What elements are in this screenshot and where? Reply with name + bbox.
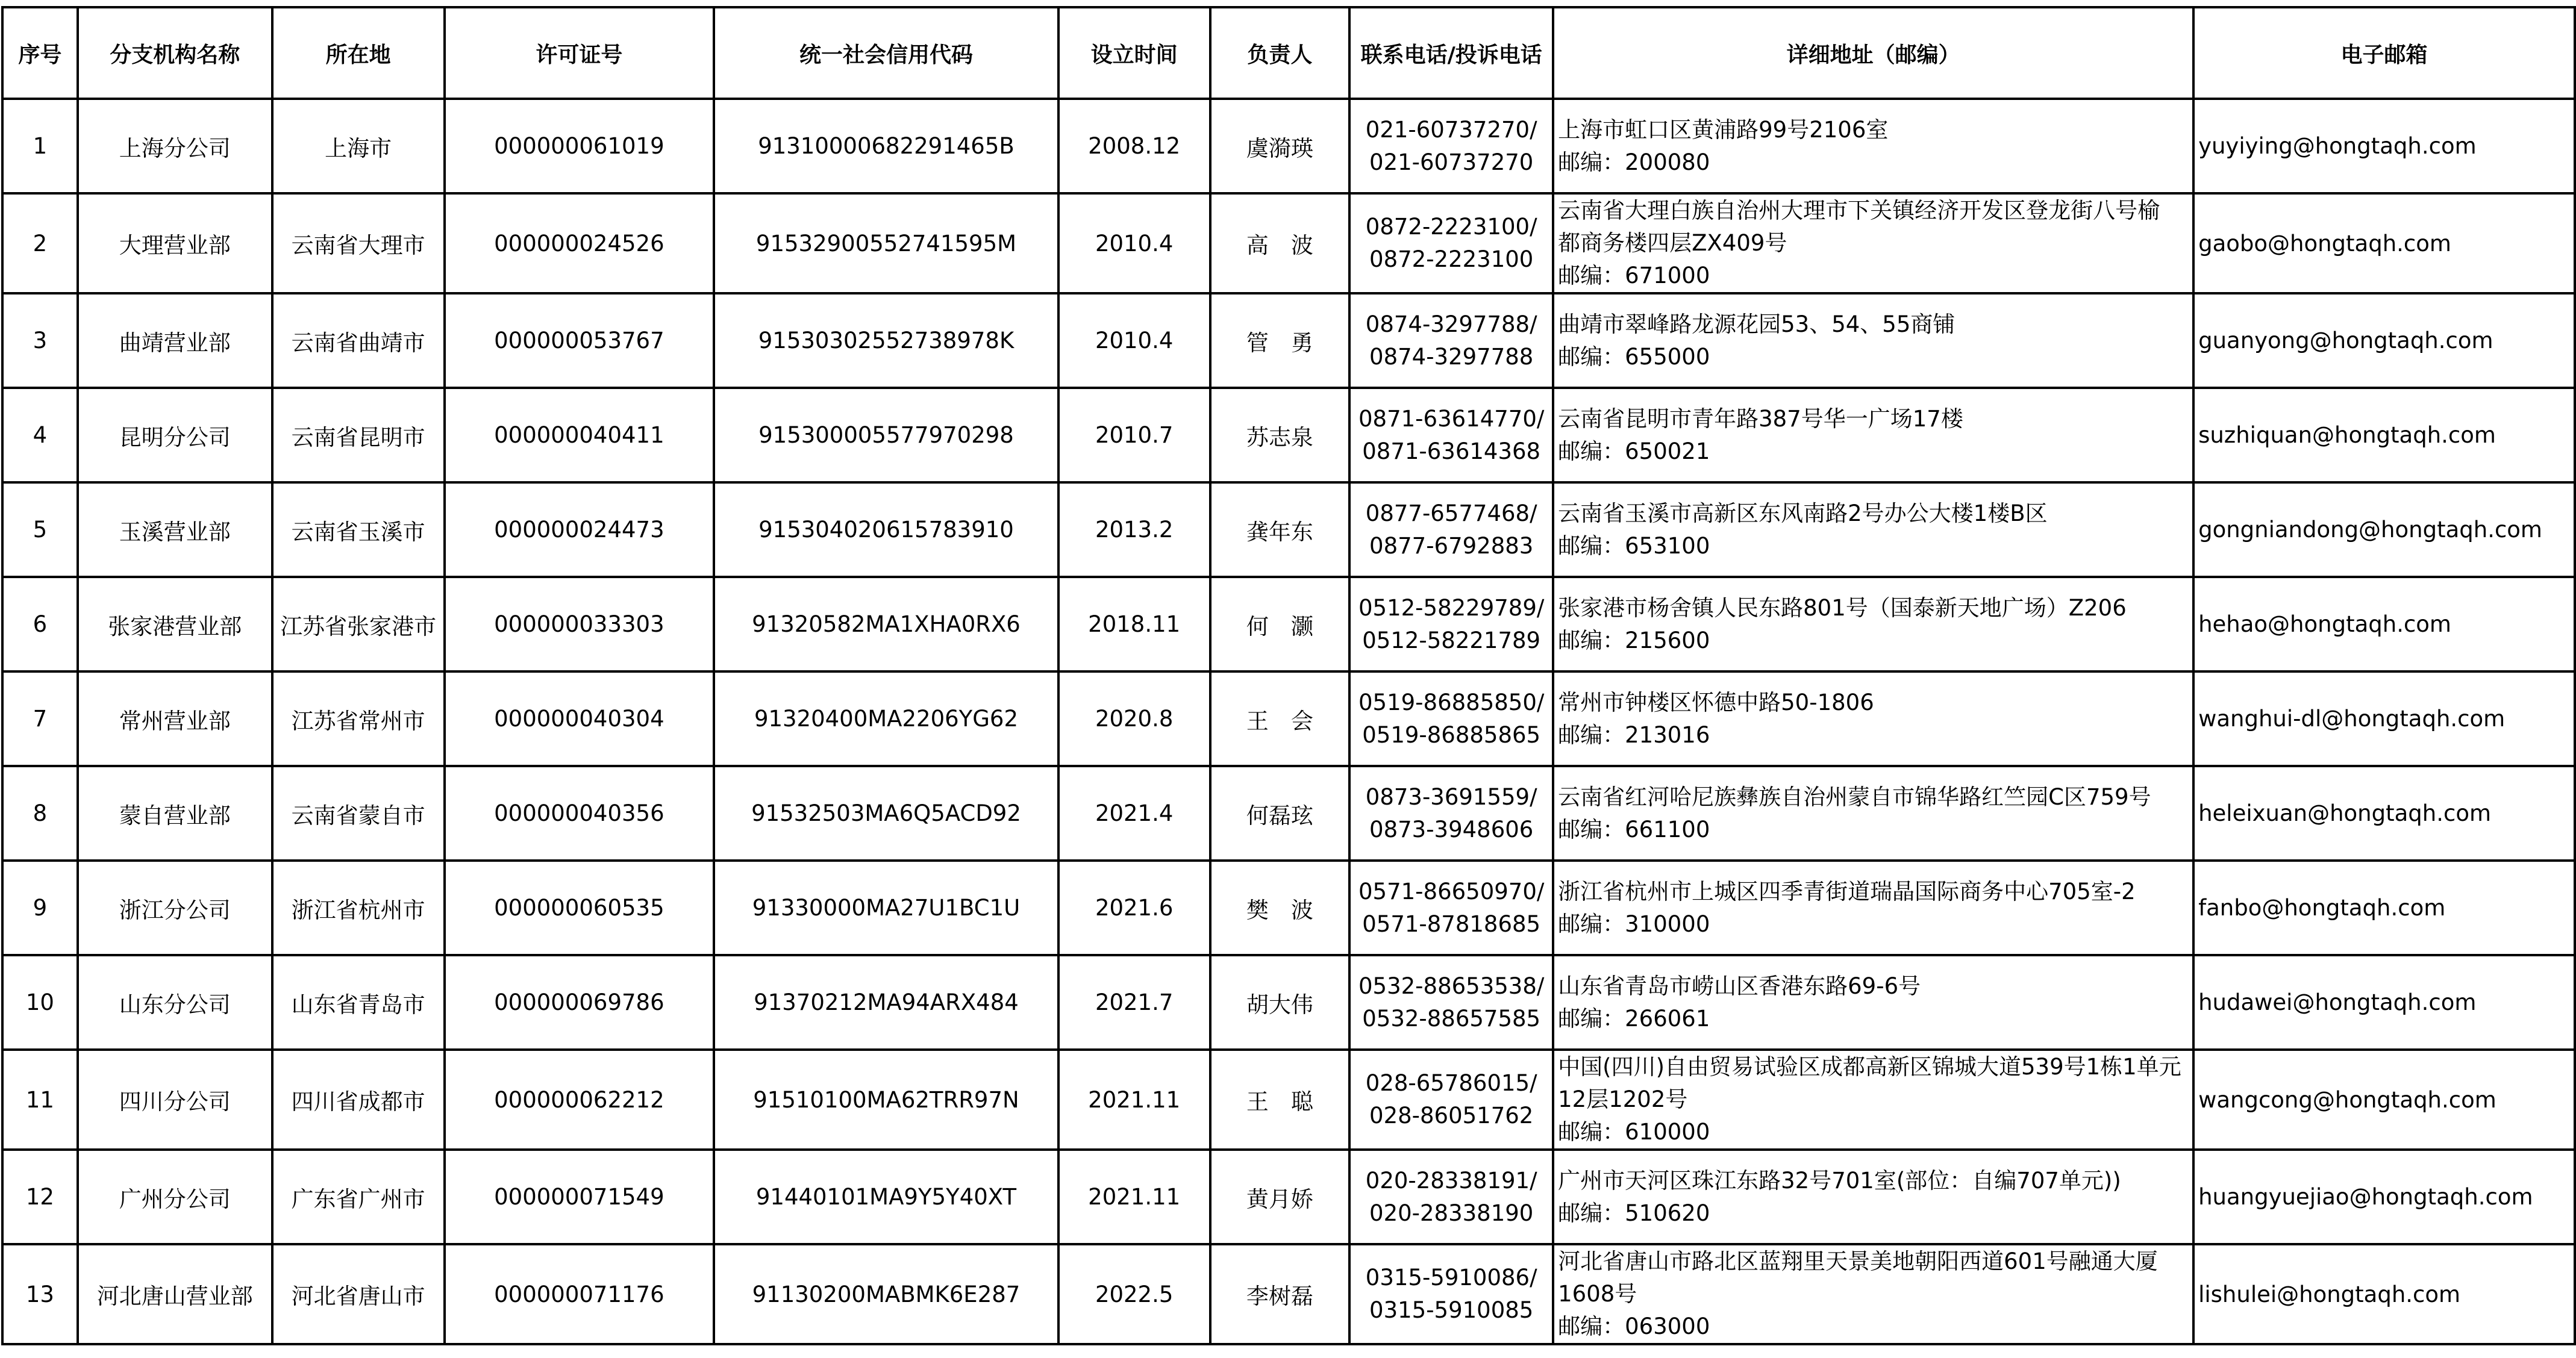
address-line: 邮编：671000 bbox=[1558, 263, 1710, 288]
cell-address bbox=[1553, 193, 2193, 293]
cell-phone bbox=[1349, 293, 1553, 388]
cell-no: 10 bbox=[2, 955, 78, 1050]
phone-line: 028-86051762 bbox=[1369, 1103, 1534, 1129]
cell-email: hudawei@hongtaqh.com bbox=[2193, 955, 2575, 1050]
cell-person: 黄月娇 bbox=[1210, 1150, 1350, 1244]
address-line: 山东省青岛市崂山区香港东路69-6号 bbox=[1558, 973, 1921, 999]
address-line: 12层1202号 bbox=[1558, 1086, 1688, 1112]
cell-no: 7 bbox=[2, 671, 78, 766]
table-row bbox=[2, 671, 2575, 766]
cell-no: 3 bbox=[2, 293, 78, 388]
cell-location: 云南省大理市 bbox=[272, 193, 445, 293]
cell-branch-name: 曲靖营业部 bbox=[78, 293, 272, 388]
phone-line: 0519-86885850/ bbox=[1358, 689, 1545, 715]
cell-branch-name: 山东分公司 bbox=[78, 955, 272, 1050]
cell-email: suzhiquan@hongtaqh.com bbox=[2193, 388, 2575, 482]
cell-credit-code: 91370212MA94ARX484 bbox=[714, 955, 1058, 1050]
phone-line: 0532-88657585 bbox=[1362, 1005, 1541, 1032]
address-line: 邮编：063000 bbox=[1558, 1313, 1710, 1339]
phone-line: 0512-58221789 bbox=[1362, 627, 1541, 653]
cell-person: 龚年东 bbox=[1210, 482, 1350, 577]
cell-person: 何 灏 bbox=[1210, 577, 1350, 671]
address-line: 云南省玉溪市高新区东风南路2号办公大楼1楼B区 bbox=[1558, 500, 2048, 526]
cell-branch-name: 昆明分公司 bbox=[78, 388, 272, 482]
cell-email: huangyuejiao@hongtaqh.com bbox=[2193, 1150, 2575, 1244]
cell-license: 000000024473 bbox=[445, 482, 714, 577]
header-cell-person: 负责人 bbox=[1210, 7, 1350, 99]
phone-line: 0872-2223100 bbox=[1369, 246, 1534, 272]
cell-address bbox=[1553, 1150, 2193, 1244]
address-line: 邮编：200080 bbox=[1558, 149, 1710, 175]
cell-no: 13 bbox=[2, 1244, 78, 1344]
cell-established: 2021.11 bbox=[1058, 1150, 1210, 1244]
phone-line: 0873-3691559/ bbox=[1365, 783, 1537, 810]
table-row bbox=[2, 99, 2575, 193]
phone-line: 0871-63614770/ bbox=[1358, 405, 1545, 432]
cell-person: 管 勇 bbox=[1210, 293, 1350, 388]
cell-address bbox=[1553, 293, 2193, 388]
cell-email: heleixuan@hongtaqh.com bbox=[2193, 766, 2575, 861]
address-line: 浙江省杭州市上城区四季青街道瑞晶国际商务中心705室-2 bbox=[1558, 878, 2136, 905]
header-cell-credit-code: 统一社会信用代码 bbox=[714, 7, 1058, 99]
header-cell-name: 分支机构名称 bbox=[78, 7, 272, 99]
cell-no: 1 bbox=[2, 99, 78, 193]
cell-email: fanbo@hongtaqh.com bbox=[2193, 861, 2575, 955]
cell-phone bbox=[1349, 99, 1553, 193]
cell-license: 000000033303 bbox=[445, 577, 714, 671]
cell-location: 上海市 bbox=[272, 99, 445, 193]
cell-credit-code: 91320582MA1XHA0RX6 bbox=[714, 577, 1058, 671]
phone-line: 020-28338190 bbox=[1369, 1200, 1534, 1226]
cell-address bbox=[1553, 482, 2193, 577]
address-line: 邮编：650021 bbox=[1558, 438, 1710, 464]
phone-line: 0877-6577468/ bbox=[1365, 500, 1537, 526]
phone-line: 0874-3297788/ bbox=[1365, 311, 1537, 337]
cell-location: 浙江省杭州市 bbox=[272, 861, 445, 955]
cell-address bbox=[1553, 671, 2193, 766]
phone-line: 021-60737270/ bbox=[1365, 116, 1537, 143]
address-line: 云南省昆明市青年路387号华一广场17楼 bbox=[1558, 405, 1963, 432]
cell-no: 4 bbox=[2, 388, 78, 482]
cell-license: 000000053767 bbox=[445, 293, 714, 388]
cell-credit-code: 915300005577970298 bbox=[714, 388, 1058, 482]
cell-no: 6 bbox=[2, 577, 78, 671]
cell-license: 000000040411 bbox=[445, 388, 714, 482]
table-row bbox=[2, 955, 2575, 1050]
cell-phone bbox=[1349, 1050, 1553, 1150]
cell-no: 8 bbox=[2, 766, 78, 861]
cell-location: 山东省青岛市 bbox=[272, 955, 445, 1050]
cell-email: gongniandong@hongtaqh.com bbox=[2193, 482, 2575, 577]
cell-phone bbox=[1349, 861, 1553, 955]
cell-phone bbox=[1349, 1244, 1553, 1344]
cell-credit-code: 91532900552741595M bbox=[714, 193, 1058, 293]
table-row bbox=[2, 388, 2575, 482]
cell-location: 广东省广州市 bbox=[272, 1150, 445, 1244]
cell-established: 2021.11 bbox=[1058, 1050, 1210, 1150]
cell-phone bbox=[1349, 482, 1553, 577]
header-cell-location: 所在地 bbox=[272, 7, 445, 99]
phone-line: 0315-5910085 bbox=[1369, 1297, 1534, 1323]
address-line: 邮编：655000 bbox=[1558, 343, 1710, 370]
table-row bbox=[2, 766, 2575, 861]
cell-person: 虞漪瑛 bbox=[1210, 99, 1350, 193]
table-row bbox=[2, 482, 2575, 577]
cell-license: 000000040304 bbox=[445, 671, 714, 766]
cell-phone bbox=[1349, 388, 1553, 482]
cell-phone bbox=[1349, 1150, 1553, 1244]
cell-branch-name: 大理营业部 bbox=[78, 193, 272, 293]
cell-established: 2008.12 bbox=[1058, 99, 1210, 193]
phone-line: 021-60737270 bbox=[1369, 149, 1534, 175]
cell-established: 2021.7 bbox=[1058, 955, 1210, 1050]
cell-license: 000000069786 bbox=[445, 955, 714, 1050]
cell-license: 000000071176 bbox=[445, 1244, 714, 1344]
address-line: 邮编：661100 bbox=[1558, 816, 1710, 843]
cell-credit-code: 91530302552738978K bbox=[714, 293, 1058, 388]
phone-line: 0872-2223100/ bbox=[1365, 214, 1537, 240]
cell-license: 000000062212 bbox=[445, 1050, 714, 1150]
cell-email: yuyiying@hongtaqh.com bbox=[2193, 99, 2575, 193]
cell-credit-code: 91320400MA2206YG62 bbox=[714, 671, 1058, 766]
cell-location: 江苏省张家港市 bbox=[272, 577, 445, 671]
cell-branch-name: 张家港营业部 bbox=[78, 577, 272, 671]
cell-person: 王 会 bbox=[1210, 671, 1350, 766]
cell-license: 000000061019 bbox=[445, 99, 714, 193]
cell-person: 王 聪 bbox=[1210, 1050, 1350, 1150]
address-line: 邮编：213016 bbox=[1558, 721, 1710, 748]
cell-established: 2013.2 bbox=[1058, 482, 1210, 577]
cell-no: 5 bbox=[2, 482, 78, 577]
cell-established: 2022.5 bbox=[1058, 1244, 1210, 1344]
cell-branch-name: 玉溪营业部 bbox=[78, 482, 272, 577]
cell-location: 云南省蒙自市 bbox=[272, 766, 445, 861]
cell-credit-code: 91532503MA6Q5ACD92 bbox=[714, 766, 1058, 861]
cell-email: guanyong@hongtaqh.com bbox=[2193, 293, 2575, 388]
cell-credit-code: 915304020615783910 bbox=[714, 482, 1058, 577]
cell-no: 12 bbox=[2, 1150, 78, 1244]
address-line: 邮编：266061 bbox=[1558, 1005, 1710, 1032]
cell-email: wanghui-dl@hongtaqh.com bbox=[2193, 671, 2575, 766]
cell-location: 河北省唐山市 bbox=[272, 1244, 445, 1344]
phone-line: 0315-5910086/ bbox=[1365, 1265, 1537, 1291]
phone-line: 028-65786015/ bbox=[1365, 1070, 1537, 1096]
address-line: 邮编：653100 bbox=[1558, 532, 1710, 559]
table-row bbox=[2, 193, 2575, 293]
cell-credit-code: 91310000682291465B bbox=[714, 99, 1058, 193]
cell-credit-code: 91130200MABMK6E287 bbox=[714, 1244, 1058, 1344]
address-line: 邮编：610000 bbox=[1558, 1119, 1710, 1145]
cell-person: 何磊玹 bbox=[1210, 766, 1350, 861]
cell-phone bbox=[1349, 671, 1553, 766]
cell-location: 云南省昆明市 bbox=[272, 388, 445, 482]
cell-established: 2010.7 bbox=[1058, 388, 1210, 482]
address-line: 邮编：215600 bbox=[1558, 627, 1710, 653]
header-cell-license: 许可证号 bbox=[445, 7, 714, 99]
cell-address bbox=[1553, 388, 2193, 482]
table-row bbox=[2, 1150, 2575, 1244]
header-cell-no: 序号 bbox=[2, 7, 78, 99]
cell-phone bbox=[1349, 193, 1553, 293]
cell-established: 2010.4 bbox=[1058, 193, 1210, 293]
cell-no: 9 bbox=[2, 861, 78, 955]
table-row bbox=[2, 293, 2575, 388]
cell-no: 11 bbox=[2, 1050, 78, 1150]
cell-license: 000000071549 bbox=[445, 1150, 714, 1244]
phone-line: 0874-3297788 bbox=[1369, 343, 1534, 370]
cell-phone bbox=[1349, 766, 1553, 861]
header-cell-established: 设立时间 bbox=[1058, 7, 1210, 99]
cell-license: 000000024526 bbox=[445, 193, 714, 293]
cell-branch-name: 河北唐山营业部 bbox=[78, 1244, 272, 1344]
cell-established: 2021.6 bbox=[1058, 861, 1210, 955]
header-cell-address: 详细地址（邮编） bbox=[1553, 7, 2193, 99]
header-cell-phone: 联系电话/投诉电话 bbox=[1349, 7, 1553, 99]
cell-person: 苏志泉 bbox=[1210, 388, 1350, 482]
cell-address bbox=[1553, 99, 2193, 193]
branch-table bbox=[1, 6, 2576, 1345]
cell-person: 胡大伟 bbox=[1210, 955, 1350, 1050]
address-line: 邮编：310000 bbox=[1558, 911, 1710, 937]
address-line: 广州市天河区珠江东路32号701室(部位：自编707单元)) bbox=[1558, 1167, 2121, 1194]
table-row bbox=[2, 1244, 2575, 1344]
cell-established: 2010.4 bbox=[1058, 293, 1210, 388]
header-row bbox=[2, 7, 2575, 99]
cell-branch-name: 蒙自营业部 bbox=[78, 766, 272, 861]
cell-person: 樊 波 bbox=[1210, 861, 1350, 955]
cell-credit-code: 91510100MA62TRR97N bbox=[714, 1050, 1058, 1150]
cell-address bbox=[1553, 577, 2193, 671]
phone-line: 0873-3948606 bbox=[1369, 816, 1534, 843]
header-cell-email: 电子邮箱 bbox=[2193, 7, 2575, 99]
cell-established: 2021.4 bbox=[1058, 766, 1210, 861]
phone-line: 0519-86885865 bbox=[1362, 721, 1541, 748]
cell-email: gaobo@hongtaqh.com bbox=[2193, 193, 2575, 293]
cell-location: 四川省成都市 bbox=[272, 1050, 445, 1150]
cell-address bbox=[1553, 1244, 2193, 1344]
cell-established: 2018.11 bbox=[1058, 577, 1210, 671]
cell-person: 李树磊 bbox=[1210, 1244, 1350, 1344]
cell-branch-name: 浙江分公司 bbox=[78, 861, 272, 955]
cell-branch-name: 四川分公司 bbox=[78, 1050, 272, 1150]
table-row bbox=[2, 1050, 2575, 1150]
address-line: 曲靖市翠峰路龙源花园53、54、55商铺 bbox=[1558, 311, 1955, 337]
cell-credit-code: 91330000MA27U1BC1U bbox=[714, 861, 1058, 955]
table-row bbox=[2, 577, 2575, 671]
cell-license: 000000040356 bbox=[445, 766, 714, 861]
cell-credit-code: 91440101MA9Y5Y40XT bbox=[714, 1150, 1058, 1244]
cell-person: 高 波 bbox=[1210, 193, 1350, 293]
address-line: 1608号 bbox=[1558, 1281, 1637, 1307]
cell-branch-name: 广州分公司 bbox=[78, 1150, 272, 1244]
phone-line: 0871-63614368 bbox=[1362, 438, 1541, 464]
cell-license: 000000060535 bbox=[445, 861, 714, 955]
phone-line: 0571-87818685 bbox=[1362, 911, 1541, 937]
address-line: 都商务楼四层ZX409号 bbox=[1558, 230, 1787, 256]
phone-line: 0532-88653538/ bbox=[1358, 973, 1545, 999]
cell-branch-name: 常州营业部 bbox=[78, 671, 272, 766]
cell-address bbox=[1553, 955, 2193, 1050]
cell-address bbox=[1553, 766, 2193, 861]
cell-location: 江苏省常州市 bbox=[272, 671, 445, 766]
phone-line: 0512-58229789/ bbox=[1358, 594, 1545, 621]
cell-location: 云南省玉溪市 bbox=[272, 482, 445, 577]
cell-email: wangcong@hongtaqh.com bbox=[2193, 1050, 2575, 1150]
address-line: 上海市虹口区黄浦路99号2106室 bbox=[1558, 116, 1889, 143]
address-line: 云南省大理白族自治州大理市下关镇经济开发区登龙街八号榆 bbox=[1558, 198, 2160, 223]
cell-established: 2020.8 bbox=[1058, 671, 1210, 766]
address-line: 张家港市杨舍镇人民东路801号（国泰新天地广场）Z206 bbox=[1558, 594, 2127, 621]
address-line: 邮编：510620 bbox=[1558, 1200, 1710, 1226]
cell-branch-name: 上海分公司 bbox=[78, 99, 272, 193]
phone-line: 020-28338191/ bbox=[1365, 1167, 1537, 1194]
phone-line: 0877-6792883 bbox=[1369, 532, 1534, 559]
phone-line: 0571-86650970/ bbox=[1358, 878, 1545, 905]
cell-phone bbox=[1349, 955, 1553, 1050]
cell-no: 2 bbox=[2, 193, 78, 293]
cell-email: lishulei@hongtaqh.com bbox=[2193, 1244, 2575, 1344]
address-line: 中国(四川)自由贸易试验区成都高新区锦城大道539号1栋1单元 bbox=[1558, 1054, 2181, 1080]
cell-address bbox=[1553, 861, 2193, 955]
address-line: 河北省唐山市路北区蓝翔里天景美地朝阳西道601号融通大厦 bbox=[1558, 1248, 2158, 1274]
address-line: 常州市钟楼区怀德中路50-1806 bbox=[1558, 689, 1874, 715]
cell-address bbox=[1553, 1050, 2193, 1150]
cell-phone bbox=[1349, 577, 1553, 671]
address-line: 云南省红河哈尼族彝族自治州蒙自市锦华路红竺园C区759号 bbox=[1558, 783, 2151, 810]
table-row bbox=[2, 861, 2575, 955]
cell-email: hehao@hongtaqh.com bbox=[2193, 577, 2575, 671]
cell-location: 云南省曲靖市 bbox=[272, 293, 445, 388]
